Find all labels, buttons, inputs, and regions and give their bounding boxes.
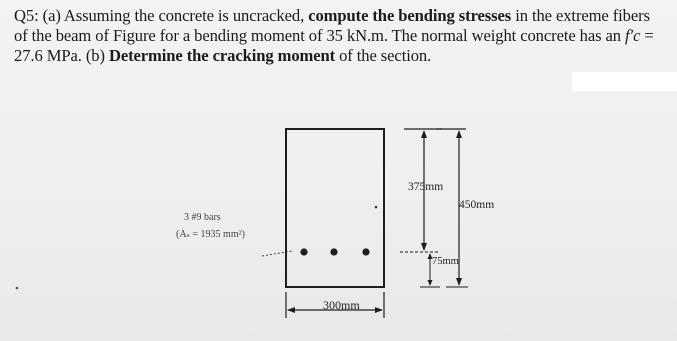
rebar-2 (330, 248, 337, 255)
label-total-depth: 450mm (459, 199, 495, 211)
dim-300-arrow-right (375, 307, 383, 313)
rebar-3 (362, 248, 369, 255)
fc-symbol: f′c (625, 26, 641, 45)
question-suffix: of the section. (335, 46, 432, 65)
label-cover: 75mm (432, 256, 459, 267)
question-prefix: Q5: (a) Assuming the concrete is uncracked, (14, 6, 309, 25)
rebar-1 (300, 248, 307, 255)
stray-mark (16, 287, 19, 290)
fc-value: = 27.6 MPa. (b) (14, 26, 654, 65)
dim-375-arrow-bottom (421, 243, 427, 251)
question-mid: in the extreme fibers of the beam of Figure for a bending moment of 35 kN.m. The normal weight concrete has an (14, 6, 650, 45)
section-mark (375, 206, 378, 209)
dim-75-arrow-bottom (428, 280, 433, 286)
question-bold-b: Determine the cracking moment (108, 46, 336, 65)
question-bold-a: compute the bending stresses (308, 6, 512, 25)
dim-300-arrow-left (287, 307, 295, 313)
label-width: 300mm (323, 298, 360, 312)
beam-section-outline (286, 129, 384, 287)
dim-375-arrow-top (421, 130, 427, 138)
label-steel-area: (Aₛ = 1935 mm²) (176, 229, 245, 240)
dim-450-arrow-bottom (456, 278, 462, 286)
dim-450-arrow-top (456, 130, 462, 138)
label-effective-depth: 375mm (408, 181, 444, 193)
label-bars: 3 #9 bars (184, 212, 221, 223)
bars-leader-line (262, 251, 292, 256)
